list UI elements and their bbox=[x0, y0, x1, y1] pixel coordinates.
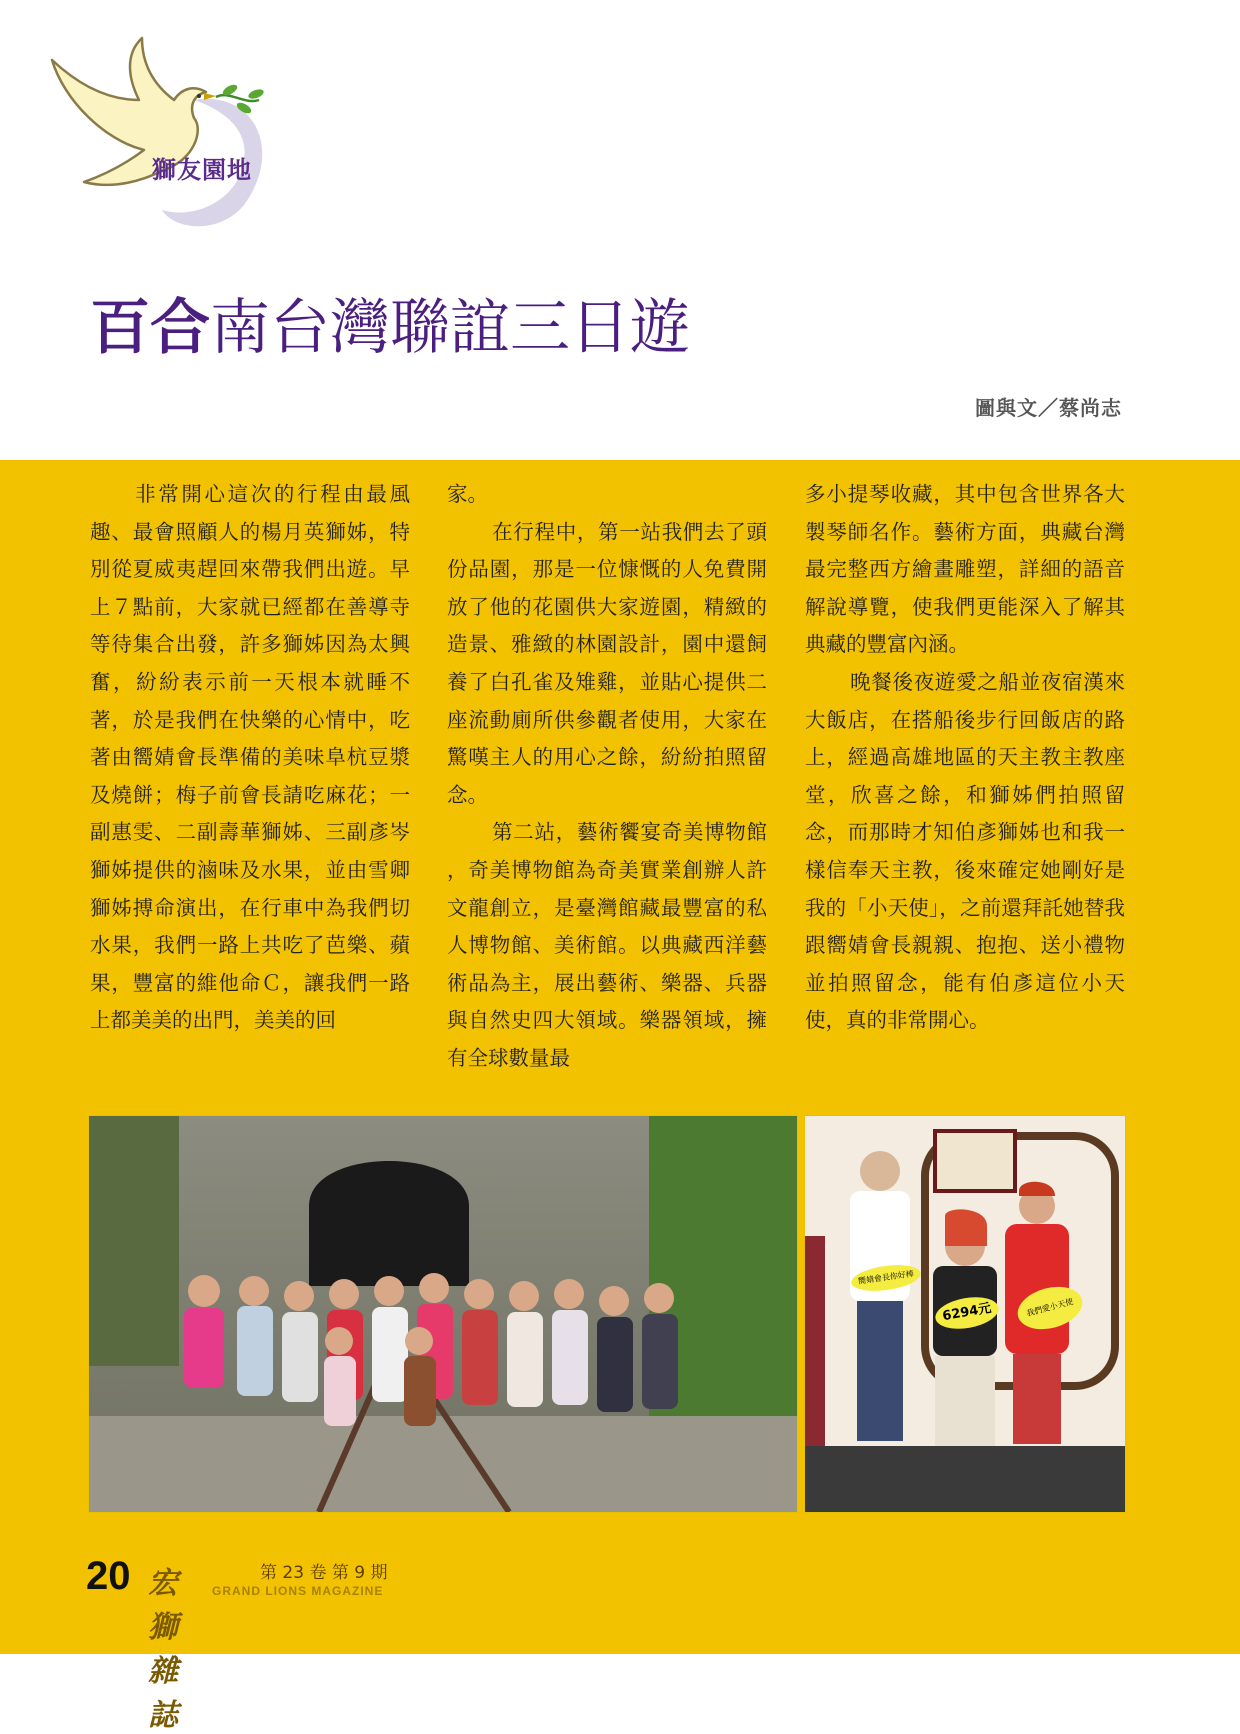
magazine-english-name: GRAND LIONS MAGAZINE bbox=[212, 1584, 384, 1598]
article-column-2 bbox=[447, 476, 767, 1078]
paragraph: 第二站，藝術饗宴奇美博物館 ，奇美博物館為奇美實業創辦人許文龍創立，是臺灣館藏最豐富的私人博物館、美術館。以典藏西洋藝術品為主，展出藝術、樂器、兵器與自然史四大領域。樂器領域，擁有全球數量最 bbox=[447, 820, 767, 1070]
group-photo-tunnel bbox=[88, 1115, 798, 1513]
article-column-3 bbox=[805, 476, 1125, 1040]
photo-church-trio bbox=[804, 1115, 1126, 1513]
paragraph: 晚餐後夜遊愛之船並夜宿漢來大飯店，在搭船後步行回飯店的路上，經過高雄地區的天主教主教座堂，欣喜之餘，和獅姊們拍照留念，而那時才知伯彥獅姊也和我一樣信奉天主教，後來確定她剛好是我的「小天使」，之前還拜託她替我跟嚮婧會長親親、抱抱、送小禮物並拍照留念，能有伯彥這位小天使，真的非常開心。 bbox=[805, 669, 1125, 1033]
photo-sign: 6294元 bbox=[933, 1293, 1001, 1334]
paragraph: 多小提琴收藏，其中包含世界各大製琴師名作。藝術方面，典藏台灣最完整西方繪畫雕塑，詳細的語音解說導覽，使我們更能深入了解其典藏的豐富內涵。 bbox=[805, 482, 1125, 657]
section-label: 獅友園地 bbox=[152, 156, 252, 184]
byline: 圖與文／蔡尚志 bbox=[975, 396, 1122, 420]
title-main: 南台灣聯誼三日遊 bbox=[210, 293, 690, 363]
section-logo bbox=[44, 30, 294, 240]
issue-info: 第 23 卷 第 9 期 bbox=[260, 1563, 388, 1583]
photo-sign: 我們愛小天使 bbox=[1013, 1280, 1087, 1336]
paragraph: 在行程中，第一站我們去了頭份品園，那是一位慷慨的人免費開放了他的花園供大家遊園，精緻的造景、雅緻的林園設計，園中還飼養了白孔雀及雉雞，並貼心提供二座流動廁所供參觀者使用，大家在驚嘆主人的用心之餘，紛紛拍照留念。 bbox=[447, 519, 767, 807]
article-column-1 bbox=[90, 476, 410, 1040]
dove-with-olive-branch-icon bbox=[44, 30, 294, 240]
article-title bbox=[90, 290, 690, 366]
photo-sign: 嚮婧會長你好棒 bbox=[850, 1261, 923, 1295]
title-highlight: 百合 bbox=[90, 293, 210, 363]
paragraph: 家。 bbox=[447, 482, 488, 506]
magazine-name: 宏獅雜誌 bbox=[148, 1566, 180, 1733]
page-number: 20 bbox=[86, 1554, 131, 1598]
paragraph: 非常開心這次的行程由最風趣、最會照顧人的楊月英獅姊，特別從夏威夷趕回來帶我們出遊。早上７點前，大家就已經都在善導寺等待集合出發，許多獅姊因為太興奮，紛紛表示前一天根本就睡不著，於是我們在快樂的心情中，吃著由嚮婧會長準備的美味阜杭豆漿及燒餅；梅子前會長請吃麻花；一副惠雯、二副壽華獅姊、三副彥岑獅姊提供的滷味及水果，並由雪卿獅姊搏命演出，在行車中為我們切水果，我們一路上共吃了芭樂、蘋果，豐富的維他命Ｃ，讓我們一路上都美美的出門，美美的回 bbox=[90, 482, 410, 1033]
